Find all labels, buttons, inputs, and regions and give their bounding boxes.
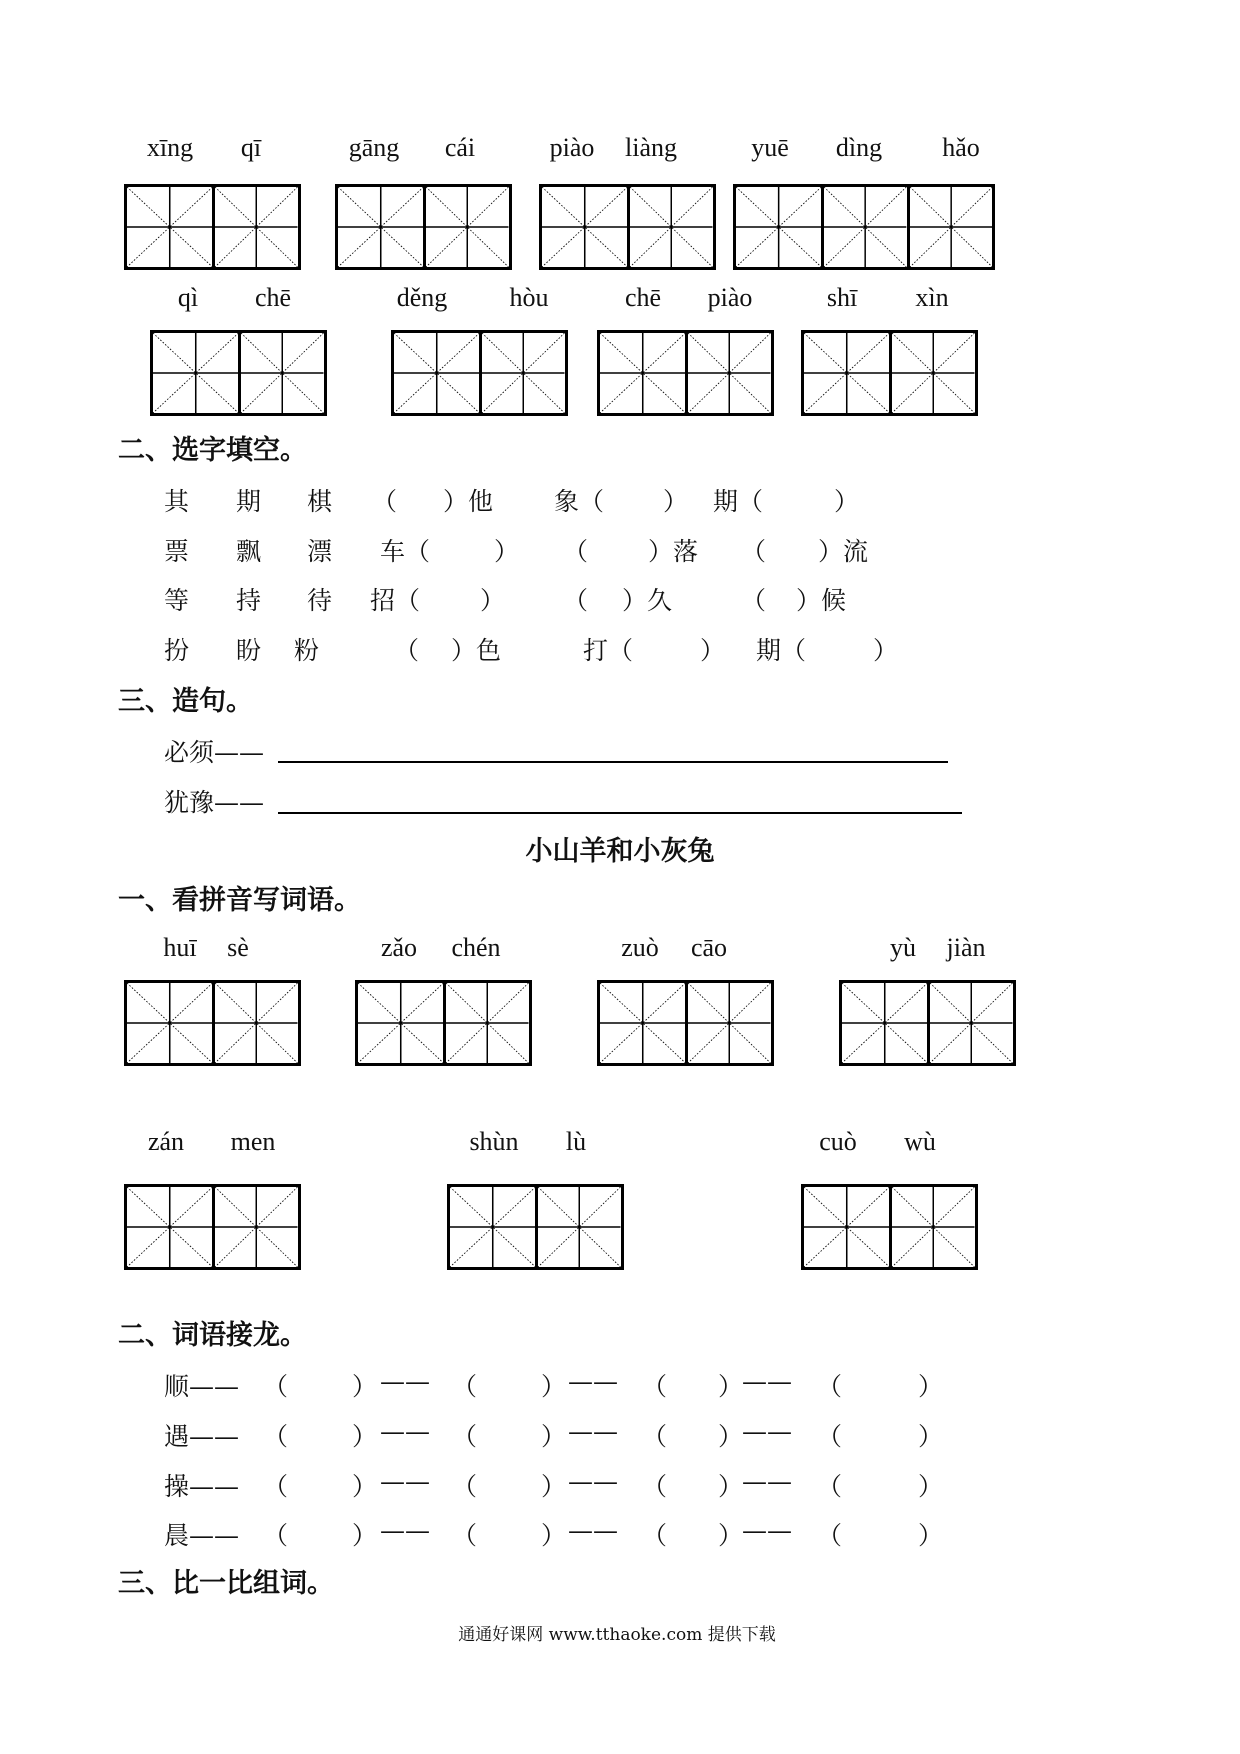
pinyin-label: hǎo (942, 133, 980, 162)
grid-guide-lines (804, 333, 889, 413)
grid-guide-lines (930, 983, 1013, 1063)
answer-line[interactable] (278, 761, 948, 763)
grid-guide-lines (688, 983, 771, 1063)
pinyin-label: piào (549, 133, 595, 162)
blank-open[interactable]: （ (817, 1521, 843, 1550)
blank-close: ） (700, 636, 726, 665)
grid-cell[interactable] (443, 983, 529, 1063)
pinyin-label: yuē (751, 133, 789, 162)
chain-dash: —— (568, 1417, 618, 1446)
blank-open[interactable]: （ (452, 1372, 478, 1401)
page-footer: 通通好课网 www.tthaoke.com 提供下载 (458, 1625, 776, 1645)
grid-cell[interactable] (907, 187, 992, 267)
blank-close: ） (873, 636, 899, 665)
grid-guide-lines (215, 1187, 298, 1267)
grid-cell[interactable] (479, 333, 565, 413)
blank-close: ） (918, 1422, 944, 1451)
blank-open[interactable]: （ (394, 636, 420, 665)
pinyin-label: liàng (625, 133, 677, 162)
chain-dash: —— (380, 1467, 430, 1496)
chain-dash: —— (742, 1367, 792, 1396)
grid-cell[interactable] (127, 983, 212, 1063)
pinyin-label: zuò (621, 933, 659, 962)
blank-close: ） (480, 586, 506, 615)
chain-dash: —— (568, 1467, 618, 1496)
grid-guide-lines (241, 333, 324, 413)
grid-cell[interactable] (153, 333, 238, 413)
grid-cell[interactable] (212, 983, 298, 1063)
grid-guide-lines (426, 187, 509, 267)
grid-guide-lines (542, 187, 627, 267)
blank-close: ） (718, 1472, 744, 1501)
pinyin-label: huī (163, 933, 197, 962)
choice-char: 飘 (236, 537, 262, 566)
blank-close: ） (541, 1372, 567, 1401)
chain-dash: —— (380, 1367, 430, 1396)
grid-guide-lines (824, 187, 906, 267)
grid-guide-lines (892, 333, 975, 413)
grid-guide-lines (358, 983, 443, 1063)
pinyin-label: jiàn (946, 933, 986, 962)
blank-close: ） (352, 1472, 378, 1501)
grid-cell[interactable] (927, 983, 1013, 1063)
section-heading: 三、造句。 (118, 686, 253, 717)
blank-open[interactable]: （ (263, 1372, 289, 1401)
choice-char: 扮 (164, 636, 190, 665)
pinyin-label: chē (254, 283, 292, 312)
grid-cell[interactable] (127, 1187, 212, 1267)
grid-guide-lines (688, 333, 771, 413)
grid-cell[interactable] (450, 1187, 535, 1267)
blank-open[interactable]: （ (642, 1422, 668, 1451)
blank-close: ） (918, 1472, 944, 1501)
grid-cell[interactable] (889, 1187, 975, 1267)
pinyin-label: yù (890, 933, 916, 962)
grid-cell[interactable] (685, 983, 771, 1063)
writing-grid[interactable] (539, 184, 716, 270)
pinyin-label: qì (177, 283, 199, 312)
blank-open[interactable]: （ (741, 537, 767, 566)
grid-guide-lines (842, 983, 927, 1063)
pinyin-label: xìn (915, 283, 949, 312)
blank-close: ）流 (818, 537, 869, 566)
blank-open[interactable]: （ (563, 537, 589, 566)
blank-close: ） (541, 1521, 567, 1550)
chain-start-word: 晨—— (164, 1521, 240, 1550)
writing-grid[interactable] (124, 184, 301, 270)
pinyin-label: wù (904, 1127, 936, 1156)
chain-dash: —— (568, 1516, 618, 1545)
writing-grid[interactable] (124, 1184, 301, 1270)
chain-start-word: 顺—— (164, 1372, 240, 1401)
blank-open[interactable]: （ (372, 487, 398, 516)
writing-grid[interactable] (801, 330, 978, 416)
grid-guide-lines (538, 1187, 621, 1267)
grid-cell[interactable] (804, 1187, 889, 1267)
pinyin-label: hòu (509, 283, 549, 312)
blank-open[interactable]: 招（ (370, 586, 421, 615)
grid-cell[interactable] (627, 187, 713, 267)
blank-open[interactable]: （ (817, 1372, 843, 1401)
blank-open[interactable]: （ (263, 1422, 289, 1451)
grid-cell[interactable] (423, 187, 509, 267)
writing-grid[interactable] (801, 1184, 978, 1270)
blank-open[interactable]: （ (452, 1422, 478, 1451)
story-title: 小山羊和小灰兔 (525, 836, 715, 867)
blank-close: ） (352, 1372, 378, 1401)
chain-dash: —— (742, 1417, 792, 1446)
grid-guide-lines (153, 333, 238, 413)
grid-cell[interactable] (685, 333, 771, 413)
pinyin-label: sè (227, 933, 249, 962)
section-heading: 二、词语接龙。 (118, 1320, 307, 1351)
blank-open[interactable]: 车（ (380, 537, 431, 566)
blank-close: ） (541, 1472, 567, 1501)
sentence-word: 犹豫—— (164, 788, 265, 817)
pinyin-label: men (230, 1127, 276, 1156)
pinyin-label: cāo (690, 933, 728, 962)
grid-cell[interactable] (212, 1187, 298, 1267)
writing-grid[interactable] (335, 184, 512, 270)
grid-cell[interactable] (238, 333, 324, 413)
blank-close: ） (918, 1521, 944, 1550)
writing-grid[interactable] (597, 330, 774, 416)
pinyin-label: zán (147, 1127, 185, 1156)
pinyin-label: chén (451, 933, 501, 962)
grid-cell[interactable] (842, 983, 927, 1063)
pinyin-label: cuò (819, 1127, 857, 1156)
blank-open[interactable]: （ (741, 586, 767, 615)
grid-guide-lines (630, 187, 713, 267)
grid-cell[interactable] (535, 1187, 621, 1267)
section-heading: 一、看拼音写词语。 (118, 885, 361, 916)
grid-cell[interactable] (736, 187, 821, 267)
blank-open[interactable]: （ (817, 1422, 843, 1451)
grid-cell[interactable] (600, 983, 685, 1063)
pinyin-label: shī (826, 283, 858, 312)
blank-close: ）落 (648, 537, 699, 566)
grid-cell[interactable] (600, 333, 685, 413)
grid-guide-lines (127, 1187, 212, 1267)
blank-open[interactable]: （ (817, 1472, 843, 1501)
grid-guide-lines (600, 983, 685, 1063)
pinyin-label: dìng (835, 133, 883, 162)
grid-guide-lines (127, 187, 212, 267)
pinyin-label: piào (707, 283, 753, 312)
blank-close: ） (352, 1422, 378, 1451)
choice-char: 期 (236, 487, 262, 516)
grid-cell[interactable] (212, 187, 298, 267)
pinyin-label: xīng (146, 133, 194, 162)
chain-start-word: 遇—— (164, 1422, 240, 1451)
grid-cell[interactable] (889, 333, 975, 413)
writing-grid[interactable] (150, 330, 327, 416)
section-heading: 三、比一比组词。 (118, 1568, 334, 1599)
blank-close: ） (718, 1422, 744, 1451)
chain-dash: —— (380, 1516, 430, 1545)
choice-char: 漂 (307, 537, 333, 566)
grid-guide-lines (600, 333, 685, 413)
grid-guide-lines (736, 187, 821, 267)
writing-grid[interactable] (597, 980, 774, 1066)
blank-close: ） (352, 1521, 378, 1550)
chain-dash: —— (742, 1516, 792, 1545)
blank-open[interactable]: （ (263, 1472, 289, 1501)
pinyin-label: lù (565, 1127, 587, 1156)
grid-cell[interactable] (338, 187, 423, 267)
grid-guide-lines (804, 1187, 889, 1267)
pinyin-label: gāng (348, 133, 400, 162)
pinyin-label: shùn (469, 1127, 519, 1156)
sentence-word: 必须—— (164, 738, 265, 767)
grid-cell[interactable] (542, 187, 627, 267)
section-heading: 二、选字填空。 (118, 435, 307, 466)
chain-dash: —— (568, 1367, 618, 1396)
choice-char: 持 (236, 586, 262, 615)
blank-close: ）候 (796, 586, 847, 615)
pinyin-label: qī (240, 133, 262, 162)
blank-open[interactable]: 象（ (554, 487, 605, 516)
blank-close: ）色 (451, 636, 502, 665)
pinyin-label: děng (396, 283, 448, 312)
pinyin-label: chē (624, 283, 662, 312)
writing-grid[interactable] (355, 980, 532, 1066)
blank-close: ） (541, 1422, 567, 1451)
writing-grid[interactable] (391, 330, 568, 416)
choice-char: 盼 (236, 636, 262, 665)
choice-char: 等 (164, 586, 190, 615)
blank-close: ） (834, 487, 860, 516)
chain-dash: —— (380, 1417, 430, 1446)
blank-close: ） (918, 1372, 944, 1401)
grid-cell[interactable] (821, 187, 906, 267)
grid-cell[interactable] (394, 333, 479, 413)
grid-guide-lines (450, 1187, 535, 1267)
grid-guide-lines (446, 983, 529, 1063)
pinyin-label: cái (444, 133, 476, 162)
choice-char: 其 (164, 487, 190, 516)
choice-char: 粉 (294, 636, 320, 665)
writing-grid[interactable] (447, 1184, 624, 1270)
grid-guide-lines (910, 187, 992, 267)
grid-guide-lines (215, 983, 298, 1063)
blank-close: ） (663, 487, 689, 516)
blank-open[interactable]: （ (642, 1521, 668, 1550)
choice-char: 票 (164, 537, 190, 566)
grid-cell[interactable] (358, 983, 443, 1063)
blank-close: ） (718, 1521, 744, 1550)
blank-close: ）他 (443, 487, 494, 516)
grid-guide-lines (127, 983, 212, 1063)
blank-open[interactable]: （ (642, 1472, 668, 1501)
answer-line[interactable] (278, 812, 962, 814)
blank-open[interactable]: 期（ (756, 636, 807, 665)
blank-close: ） (718, 1372, 744, 1401)
blank-open[interactable]: （ (452, 1521, 478, 1550)
writing-grid[interactable] (733, 184, 995, 270)
pinyin-label: zǎo (380, 933, 418, 962)
writing-grid[interactable] (124, 980, 301, 1066)
blank-open[interactable]: （ (263, 1521, 289, 1550)
blank-open[interactable]: （ (563, 586, 589, 615)
writing-grid[interactable] (839, 980, 1016, 1066)
grid-guide-lines (338, 187, 423, 267)
chain-dash: —— (742, 1467, 792, 1496)
blank-open[interactable]: （ (642, 1372, 668, 1401)
grid-cell[interactable] (804, 333, 889, 413)
blank-open[interactable]: 打（ (583, 636, 634, 665)
blank-close: ） (494, 537, 520, 566)
choice-char: 待 (307, 586, 333, 615)
chain-start-word: 操—— (164, 1472, 240, 1501)
blank-close: ）久 (622, 586, 673, 615)
blank-open[interactable]: 期（ (713, 487, 764, 516)
blank-open[interactable]: （ (452, 1472, 478, 1501)
grid-guide-lines (482, 333, 565, 413)
grid-guide-lines (394, 333, 479, 413)
grid-guide-lines (892, 1187, 975, 1267)
grid-cell[interactable] (127, 187, 212, 267)
grid-guide-lines (215, 187, 298, 267)
choice-char: 棋 (307, 487, 333, 516)
